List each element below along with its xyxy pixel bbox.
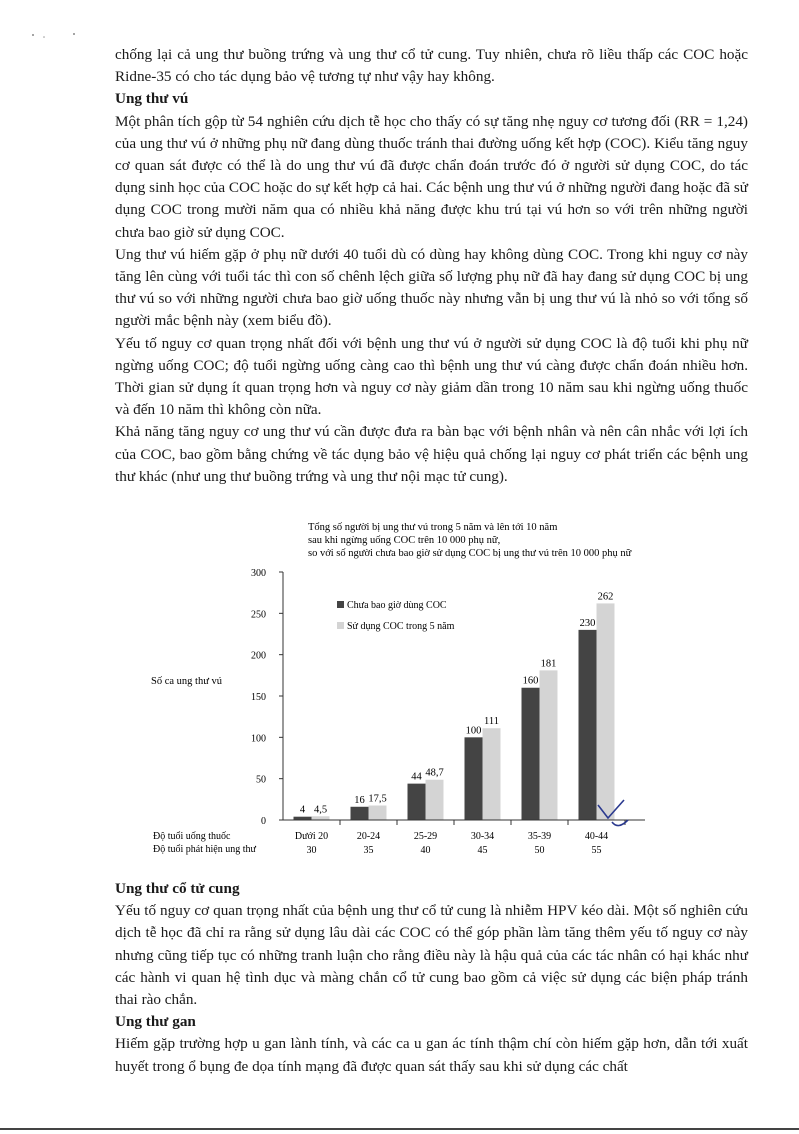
heading-breast-cancer: Ung thư vú bbox=[115, 90, 189, 108]
data-label-never-5: 230 bbox=[579, 617, 596, 629]
bar-coc-0 bbox=[312, 816, 330, 820]
data-label-never-0: 4 bbox=[299, 804, 306, 816]
y-tick-label-0: 0 bbox=[261, 816, 266, 827]
chart-title-line-2: sau khi ngừng uống COC trên 10 000 phụ nữ, bbox=[308, 535, 501, 546]
legend-swatch-never bbox=[337, 601, 344, 608]
paragraph-liver: Hiếm gặp trường hợp u gan lành tính, và các ca u gan ác tính thậm chí còn hiếm gặp hơn, dẫn tới xuất huyết trong ổ bụng đe dọa tính mạng đã được quan sát thấy sau khi sử dụng các chất bbox=[115, 1035, 748, 1075]
x-category-label-0: Dưới 20 bbox=[294, 831, 329, 842]
x-category-label-4: 35-39 bbox=[527, 831, 552, 842]
bar-coc-5 bbox=[597, 603, 615, 820]
y-tick-label-3: 150 bbox=[251, 692, 266, 703]
x-category-age-label-1: 35 bbox=[363, 845, 374, 856]
heading-liver-cancer: Ung thư gan bbox=[115, 1013, 196, 1031]
data-label-never-3: 100 bbox=[465, 725, 482, 737]
heading-cervical-cancer: Ung thư cổ tử cung bbox=[115, 880, 240, 897]
bar-never-2 bbox=[408, 784, 426, 820]
page-bottom-rule bbox=[0, 1128, 799, 1130]
bar-coc-1 bbox=[369, 806, 387, 820]
bar-never-3 bbox=[465, 737, 483, 820]
data-label-never-4: 160 bbox=[522, 675, 539, 687]
bar-coc-4 bbox=[540, 670, 558, 820]
chart-title-line-3: so với số người chưa bao giờ sử dụng COC bị ung thư vú trên 10 000 phụ nữ bbox=[308, 548, 632, 559]
y-tick-label-4: 200 bbox=[251, 650, 266, 662]
paragraph-risk-factor: Yếu tố nguy cơ quan trọng nhất đối với bệnh ung thư vú ở người sử dụng COC là độ tuổi khi phụ nữ ngừng uống COC; độ tuổi ngừng uống càng cao thì bệnh ung thư vú càng được chẩn đoán nhiều hơn. Thời gian sử dụng ít quan trọng hơn và nguy cơ này giảm dần trong 10 năm sau khi ngừng uống thuốc và đến 10 năm thì không còn nữa. bbox=[115, 334, 748, 419]
data-label-coc-3: 111 bbox=[484, 716, 499, 728]
legend-label-coc: Sử dụng COC trong 5 năm bbox=[347, 621, 455, 632]
data-label-coc-4: 181 bbox=[540, 658, 557, 670]
paragraph-rare-under-40: Ung thư vú hiếm gặp ở phụ nữ dưới 40 tuổi dù có dùng hay không dùng COC. Trong khi nguy cơ này tăng lên cùng với tuổi tác thì con số chênh lệch giữa số lượng phụ nữ đã hay đang sử dụng COC bị ung thư vú so với những người chưa bao giờ uống thuốc này nhưng vẫn bị ung thư vú là nhỏ so với tổng số người mắc bệnh này (xem biểu đồ). bbox=[115, 245, 748, 330]
x-category-age-label-3: 45 bbox=[477, 845, 488, 856]
x-category-label-2: 25-29 bbox=[413, 831, 438, 842]
y-tick-label-2: 100 bbox=[251, 733, 266, 745]
legend-label-never: Chưa bao giờ dùng COC bbox=[347, 600, 447, 611]
row-label-age-use: Độ tuổi uống thuốc bbox=[153, 831, 231, 842]
data-label-coc-5: 262 bbox=[597, 591, 614, 603]
y-tick-label-6: 300 bbox=[251, 568, 266, 579]
bar-never-1 bbox=[351, 807, 369, 820]
bar-never-5 bbox=[579, 630, 597, 820]
data-label-coc-1: 17,5 bbox=[368, 793, 387, 805]
x-category-age-label-4: 50 bbox=[534, 845, 545, 856]
y-axis-label: Số ca ung thư vú bbox=[151, 676, 223, 687]
x-category-label-1: 20-24 bbox=[356, 831, 381, 842]
paragraph-discussion: Khả năng tăng nguy cơ ung thư vú cần được đưa ra bàn bạc với bệnh nhân và nên cân nhắc với lợi ích của COC, bao gồm bằng chứng về tác dụng bảo vệ hiệu quả chống lại nguy cơ phát triển các bệnh ung thư khác (như ung thư buồng trứng và ung thư nội mạc tử cung). bbox=[115, 423, 748, 485]
row-label-age-detect: Độ tuổi phát hiện ung thư bbox=[153, 844, 256, 855]
bar-coc-2 bbox=[426, 780, 444, 820]
data-label-coc-2: 48,7 bbox=[425, 767, 444, 779]
x-category-age-label-5: 55 bbox=[591, 845, 602, 856]
y-tick-label-5: 250 bbox=[251, 609, 266, 621]
x-category-age-label-2: 40 bbox=[420, 845, 431, 856]
x-category-label-5: 40-44 bbox=[584, 831, 609, 842]
scan-specks bbox=[30, 28, 80, 38]
paragraph-cervical: Yếu tố nguy cơ quan trọng nhất của bệnh ung thư cổ tử cung là nhiễm HPV kéo dài. Một số nghiên cứu dịch tễ học đã chỉ ra rằng sử dụng lâu dài các COC có thể góp phần làm tăng thêm yếu tố nguy cơ này nhưng cũng tiếp tục có những tranh luận cho rằng điều này là hậu quả của các tác nhân có hại khác như các hành vi quan hệ tình dục và màng chắn cổ tử cung bao gồm cả việc sử dụng các biện pháp tránh thai rào chắn. bbox=[115, 902, 748, 1009]
data-label-never-1: 16 bbox=[354, 794, 365, 806]
y-tick-label-1: 50 bbox=[256, 774, 266, 786]
data-label-never-2: 44 bbox=[411, 771, 422, 783]
breast-cancer-chart bbox=[0, 500, 799, 875]
chart-title-line-1: Tổng số người bị ung thư vú trong 5 năm và lên tới 10 năm bbox=[308, 522, 558, 533]
x-category-age-label-0: 30 bbox=[306, 845, 317, 856]
paragraph-meta-analysis: Một phân tích gộp từ 54 nghiên cứu dịch tễ học cho thấy có sự tăng nhẹ nguy cơ tương đối (RR = 1,24) của ung thư vú ở những phụ nữ đang dùng thuốc tránh thai đường uống kết hợp (COC). Kiểu tăng nguy cơ quan sát được có thể là do ung thư vú đã được chẩn đoán trước đó ở người sử dụng COC, do tác dụng sinh học của COC hoặc do sự kết hợp cả hai. Các bệnh ung thư vú ở những người đang hoặc đã sử dụng COC trong mười năm qua có nhiều khả năng được khu trú tại vú hơn so với trên những người chưa bao giờ sử dụng COC. bbox=[115, 112, 748, 241]
body-text-bottom bbox=[115, 878, 748, 1078]
paragraph-intro: chống lại cả ung thư buồng trứng và ung thư cổ tử cung. Tuy nhiên, chưa rõ liều thấp các COC hoặc Ridne-35 có cho tác dụng bảo vệ tương tự như vậy hay không. bbox=[115, 46, 748, 86]
bar-never-4 bbox=[522, 688, 540, 820]
bar-coc-3 bbox=[483, 728, 501, 820]
legend-swatch-coc bbox=[337, 622, 344, 629]
x-category-label-3: 30-34 bbox=[470, 831, 495, 842]
body-text-top bbox=[115, 44, 748, 488]
data-label-coc-0: 4,5 bbox=[313, 804, 328, 816]
